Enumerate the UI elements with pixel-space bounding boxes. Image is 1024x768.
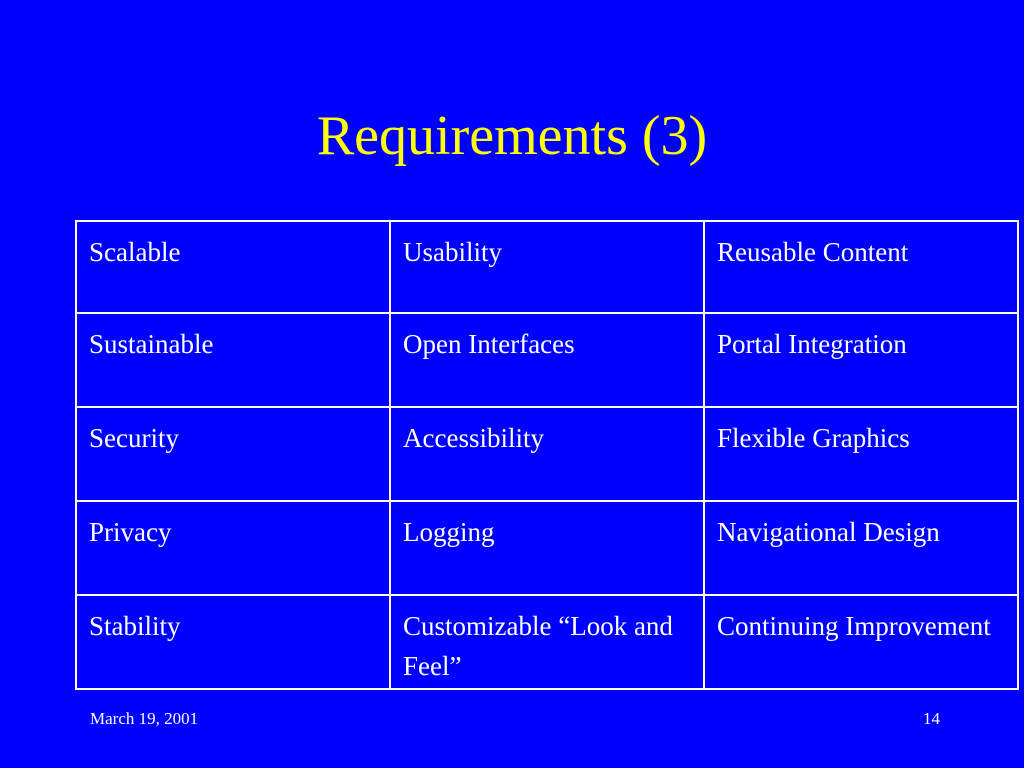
table-cell: Privacy — [76, 501, 390, 595]
footer-date: March 19, 2001 — [90, 709, 199, 728]
table-row — [76, 407, 1018, 501]
table-cell: Customizable “Look and Feel” — [390, 595, 704, 689]
table-cell: Accessibility — [390, 407, 704, 501]
table-cell: Flexible Graphics — [704, 407, 1018, 501]
table-row — [76, 313, 1018, 407]
slide-title: Requirements (3) — [316, 105, 708, 167]
table-cell: Stability — [76, 595, 390, 689]
page-number: 14 — [923, 709, 940, 728]
table-cell: Open Interfaces — [390, 313, 704, 407]
table-cell: Sustainable — [76, 313, 390, 407]
table-cell: Logging — [390, 501, 704, 595]
requirements-table — [75, 220, 1019, 690]
table-row — [76, 595, 1018, 689]
table-cell: Usability — [390, 221, 704, 313]
table-cell: Reusable Content — [704, 221, 1018, 313]
table-cell: Continuing Improvement — [704, 595, 1018, 689]
table-row — [76, 221, 1018, 313]
table-cell: Security — [76, 407, 390, 501]
table-cell: Portal Integration — [704, 313, 1018, 407]
table-row — [76, 501, 1018, 595]
table-cell: Scalable — [76, 221, 390, 313]
table-cell: Navigational Design — [704, 501, 1018, 595]
